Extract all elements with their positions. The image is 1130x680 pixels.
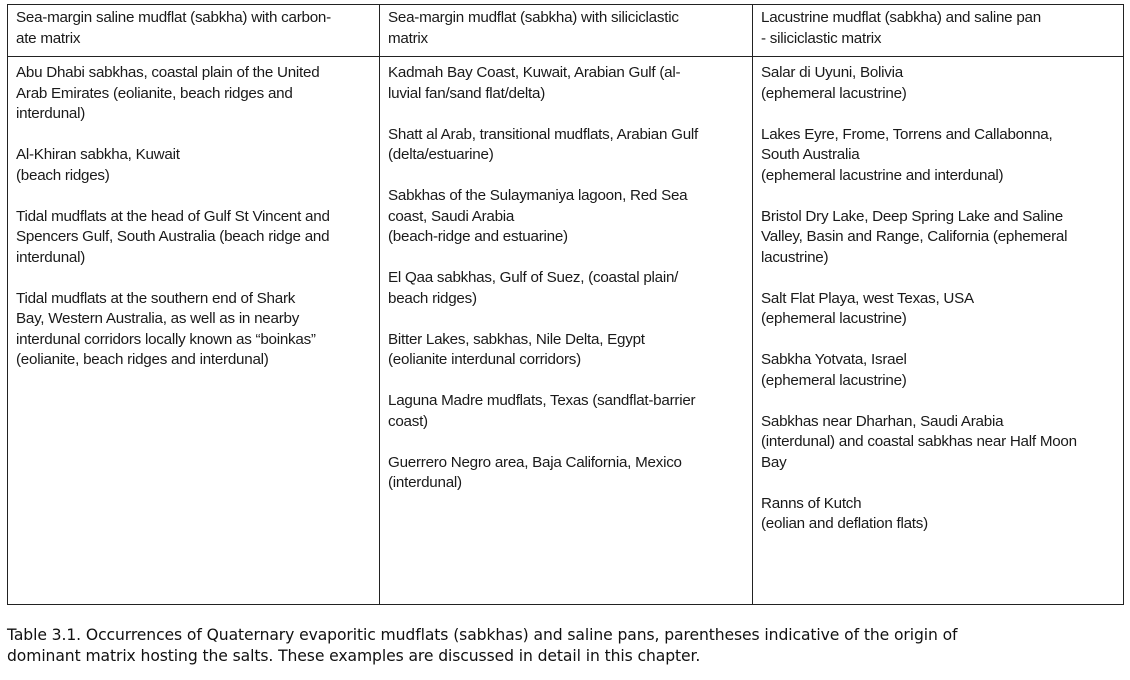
occurrence-entry bbox=[388, 268, 742, 309]
caption-line: Table 3.1. Occurrences of Quaternary evaporitic mudflats (sabkhas) and saline pans, parentheses indicative of the origin of bbox=[7, 626, 958, 644]
occurrence-entry bbox=[388, 330, 742, 371]
header-line: ate matrix bbox=[16, 29, 81, 47]
entry-line: (interdunal) and coastal sabkhas near Half Moon bbox=[761, 433, 1077, 450]
entry-line: (eolianite interdunal corridors) bbox=[388, 351, 581, 368]
entry-line: interdunal) bbox=[16, 105, 86, 122]
entry-line: Laguna Madre mudflats, Texas (sandflat-barrier bbox=[388, 392, 696, 409]
header-line: Lacustrine mudflat (sabkha) and saline pan bbox=[761, 9, 1041, 26]
entry-line: (delta/estuarine) bbox=[388, 146, 494, 163]
sabkha-occurrences-table bbox=[7, 4, 1124, 605]
entry-line: (ephemeral lacustrine) bbox=[761, 84, 907, 102]
header-line: - siliciclastic matrix bbox=[761, 29, 882, 47]
header-line: matrix bbox=[388, 29, 428, 47]
column-sea-margin-siliciclastic bbox=[380, 57, 753, 605]
column-lacustrine-siliciclastic bbox=[753, 57, 1124, 605]
entry-line: lacustrine) bbox=[761, 248, 829, 266]
entry-line: Shatt al Arab, transitional mudflats, Arabian Gulf bbox=[388, 125, 698, 143]
occurrence-entry bbox=[16, 207, 369, 269]
entry-line: Tidal mudflats at the head of Gulf St Vincent and bbox=[16, 207, 330, 225]
entry-line: Guerrero Negro area, Baja California, Mexico bbox=[388, 453, 682, 471]
table-caption bbox=[7, 625, 1127, 667]
entry-line: Bay bbox=[761, 453, 787, 471]
entry-line: Sabkha Yotvata, Israel bbox=[761, 351, 907, 368]
occurrence-entry bbox=[761, 412, 1113, 474]
entry-line: coast) bbox=[388, 412, 428, 430]
entry-line: Lakes Eyre, Frome, Torrens and Callabonna, bbox=[761, 125, 1053, 143]
column-sea-margin-carbonate bbox=[8, 57, 380, 605]
entry-line: Sabkhas near Dharhan, Saudi Arabia bbox=[761, 412, 1004, 430]
occurrence-entry bbox=[388, 391, 742, 432]
entry-line: El Qaa sabkhas, Gulf of Suez, (coastal plain/ bbox=[388, 269, 679, 286]
entry-line: coast, Saudi Arabia bbox=[388, 207, 515, 225]
entry-line: (ephemeral lacustrine and interdunal) bbox=[761, 166, 1004, 184]
entry-line: (eolian and deflation flats) bbox=[761, 515, 928, 532]
occurrence-entry bbox=[761, 63, 1113, 104]
entry-line: Bitter Lakes, sabkhas, Nile Delta, Egypt bbox=[388, 330, 645, 348]
header-sea-margin-carbonate bbox=[8, 5, 380, 57]
entry-line: interdunal) bbox=[16, 248, 86, 266]
entry-line: Kadmah Bay Coast, Kuwait, Arabian Gulf (al- bbox=[388, 64, 681, 81]
entry-line: (ephemeral lacustrine) bbox=[761, 371, 907, 389]
header-line: Sea-margin saline mudflat (sabkha) with carbon- bbox=[16, 9, 331, 26]
caption-line: dominant matrix hosting the salts. These examples are discussed in detail in this chapter. bbox=[7, 647, 701, 665]
header-line: Sea-margin mudflat (sabkha) with siliciclastic bbox=[388, 9, 679, 26]
entry-line: (beach ridges) bbox=[16, 166, 110, 184]
entry-line: Ranns of Kutch bbox=[761, 494, 862, 512]
entry-line: Salt Flat Playa, west Texas, USA bbox=[761, 289, 974, 307]
entry-line: Abu Dhabi sabkhas, coastal plain of the United bbox=[16, 64, 320, 81]
table-body-row bbox=[8, 57, 1124, 605]
entry-line: Bay, Western Australia, as well as in nearby bbox=[16, 310, 300, 327]
header-lacustrine-siliciclastic bbox=[753, 5, 1124, 57]
entry-line: (interdunal) bbox=[388, 474, 462, 491]
entry-line: (beach-ridge and estuarine) bbox=[388, 228, 568, 245]
table-header-row bbox=[8, 5, 1124, 57]
entry-line: Spencers Gulf, South Australia (beach ridge and bbox=[16, 228, 330, 245]
entry-line: (eolianite, beach ridges and interdunal) bbox=[16, 351, 269, 368]
entry-line: luvial fan/sand flat/delta) bbox=[388, 84, 546, 102]
entry-line: Al-Khiran sabkha, Kuwait bbox=[16, 146, 180, 163]
header-sea-margin-siliciclastic bbox=[380, 5, 753, 57]
occurrence-entry bbox=[388, 63, 742, 104]
entry-line: South Australia bbox=[761, 146, 860, 163]
occurrence-entry bbox=[16, 289, 369, 371]
entry-line: Bristol Dry Lake, Deep Spring Lake and Saline bbox=[761, 207, 1063, 225]
entry-line: Valley, Basin and Range, California (ephemeral bbox=[761, 228, 1068, 245]
entry-line: (ephemeral lacustrine) bbox=[761, 310, 907, 327]
entry-line: Sabkhas of the Sulaymaniya lagoon, Red Sea bbox=[388, 187, 688, 204]
occurrence-entry bbox=[761, 350, 1113, 391]
entry-line: interdunal corridors locally known as “boinkas” bbox=[16, 330, 316, 348]
entry-line: beach ridges) bbox=[388, 289, 477, 307]
occurrence-entry bbox=[761, 207, 1113, 269]
entry-line: Arab Emirates (eolianite, beach ridges and bbox=[16, 84, 293, 102]
occurrence-entry bbox=[761, 289, 1113, 330]
occurrence-entry bbox=[761, 494, 1113, 535]
occurrence-entry bbox=[761, 125, 1113, 187]
occurrence-entry bbox=[388, 125, 742, 166]
entry-line: Salar di Uyuni, Bolivia bbox=[761, 64, 903, 81]
occurrence-entry bbox=[16, 145, 369, 186]
entry-line: Tidal mudflats at the southern end of Shark bbox=[16, 289, 296, 307]
occurrence-entry bbox=[388, 186, 742, 248]
occurrence-entry bbox=[388, 453, 742, 494]
occurrence-entry bbox=[16, 63, 369, 125]
